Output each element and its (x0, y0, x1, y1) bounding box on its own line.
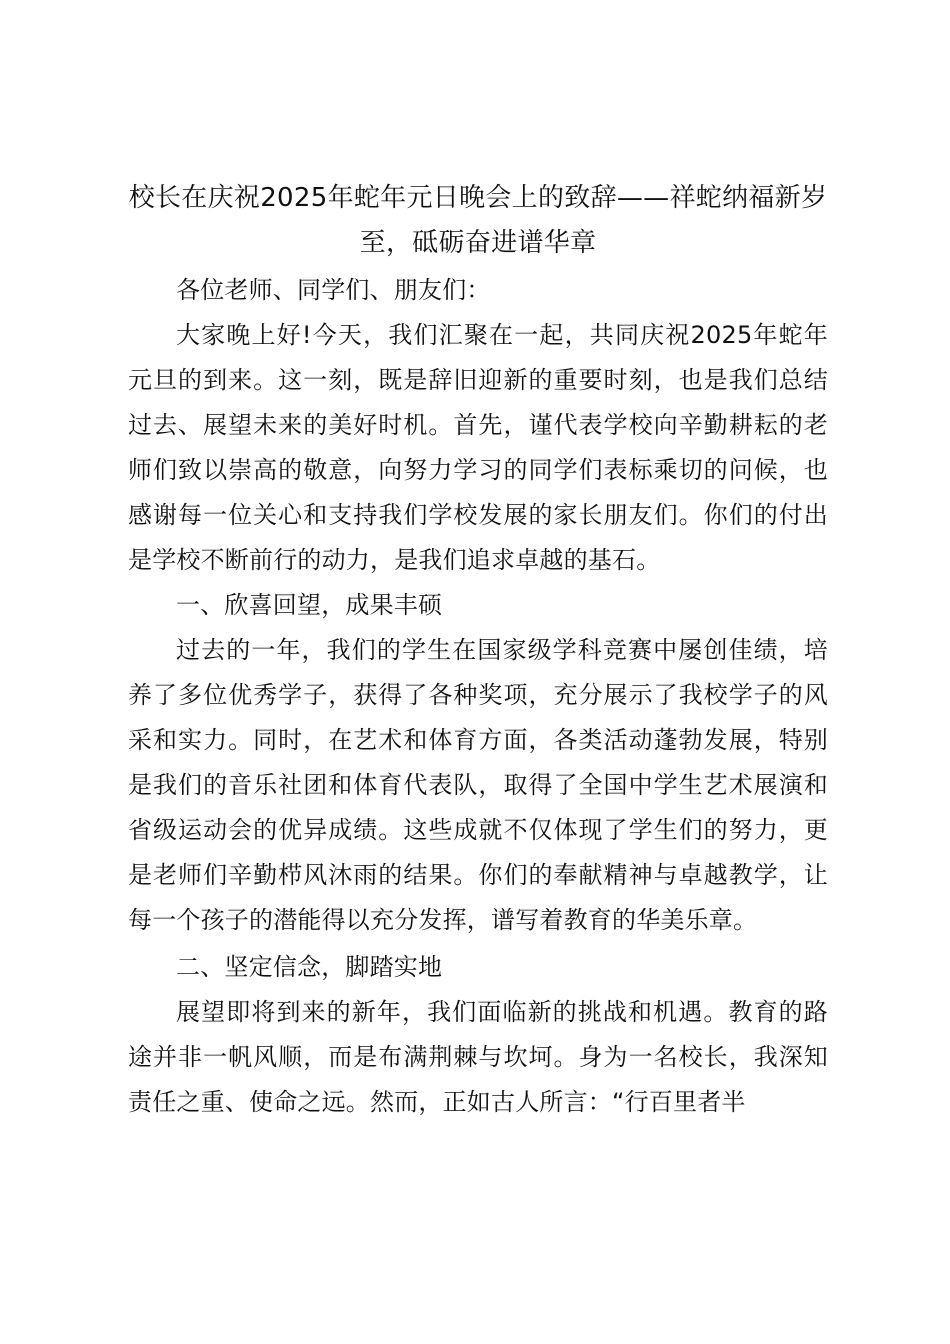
section2-heading: 二、坚定信念，脚踏实地 (176, 953, 443, 981)
document-page (128, 176, 828, 1125)
section1-paragraph: 过去的一年，我们的学生在国家级学科竞赛中屡创佳绩，培养了多位优秀学子，获得了各种奖项，充分展示了我校学子的风采和实力。同时，在艺术和体育方面，各类活动蓬勃发展，特别是我们的音乐社团和体育代表队，取得了全国中学生艺术展演和省级运动会的优异成绩。这些成就不仅体现了学生们的努力，更是老师们辛勤栉风沐雨的结果。你们的奉献精神与卓越教学，让每一个孩子的潜能得以充分发挥，谱写着教育的华美乐章。 (128, 636, 828, 934)
intro-paragraph: 大家晚上好!今天，我们汇聚在一起，共同庆祝2025年蛇年元旦的到来。这一刻，既是辞旧迎新的重要时刻，也是我们总结过去、展望未来的美好时机。首先，谨代表学校向辛勤耕耘的老师们致以崇高的敬意，向努力学习的同学们表标乘切的问候，也感谢每一位关心和支持我们学校发展的家长朋友们。你们的付出是学校不断前行的动力，是我们追求卓越的基石。 (128, 321, 828, 574)
document-title: 校长在庆祝2025年蛇年元日晚会上的致辞——祥蛇纳福新岁至，砥砺奋进谱华章 (128, 183, 828, 258)
section1-heading: 一、欣喜回望，成果丰硕 (176, 591, 443, 619)
salutation: 各位老师、同学们、朋友们： (176, 276, 491, 304)
section2-paragraph: 展望即将到来的新年，我们面临新的挑战和机遇。教育的路途并非一帆风顺，而是布满荆棘与坎坷。身为一名校长，我深知责任之重、使命之远。然而，正如古人所言：“行百里者半 (128, 998, 828, 1116)
